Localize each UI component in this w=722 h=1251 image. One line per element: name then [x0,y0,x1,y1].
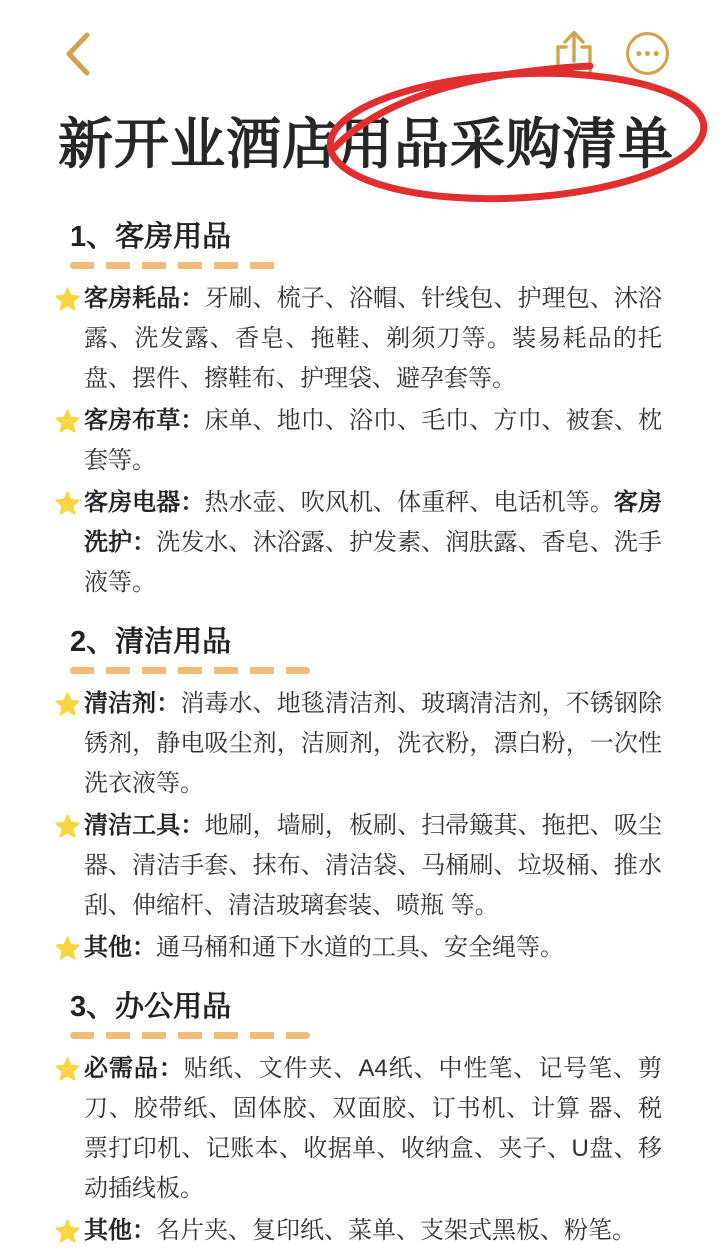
star-bullet-icon [54,1056,84,1088]
item-label: 客房布草： [84,407,205,434]
list-item [0,401,722,481]
item-label: 必需品： [84,1055,184,1082]
list-item [0,1049,722,1209]
back-button[interactable] [62,31,92,80]
section-heading: 3、办公用品 [70,991,232,1023]
item-text: 牙刷、梳子、浴帽、针线包、护理包、沐浴露、洗发露、香皂、拖鞋、剃须刀等。装易耗品的托盘、摆件、擦鞋布、护理袋、避孕套等。 [84,285,663,392]
item-text: 床单、地巾、浴巾、毛巾、方巾、被套、枕套等。 [84,407,663,474]
item-text: 消毒水、地毯清洁剂、玻璃清洁剂，不锈钢除锈剂，静电吸尘剂，洁厕剂，洗衣粉，漂白粉，一次性洗衣液等。 [84,690,663,797]
item-label: 清洁工具： [84,812,205,839]
item-label: 客房耗品： [84,285,205,312]
share-icon [551,29,597,82]
item-text: 地刷，墙刷，板刷、扫帚簸萁、拖把、吸尘器、清洁手套、抹布、清洁袋、马桶刷、垃圾桶、推水刮、伸缩杆、清洁玻璃套装、喷瓶 等。 [84,812,663,919]
section-heading: 2、清洁用品 [70,626,232,658]
section-office [0,988,722,1251]
section-heading: 1、客房用品 [70,221,232,253]
item-text: 洗发水、沐浴露、护发素、润肤露、香皂、洗手液等。 [84,529,663,596]
item-label: 其他： [84,1217,156,1244]
heading-dashed-underline [70,667,310,674]
section-cleaning [0,623,722,968]
list-item [0,806,722,926]
item-text-block [84,401,662,481]
item-text: 热水壶、吹风机、体重秤、电话机等。 [204,489,614,516]
list-item [0,483,722,603]
item-label: 客房电器： [84,489,205,516]
item-text: 贴纸、文件夹、A4纸、中性笔、记号笔、剪刀、胶带纸、固体胶、双面胶、订书机、计算 器、税票打印机、记账本、收据单、收纳盒、夹子、U盘、移动插线板。 [84,1055,663,1202]
item-label: 清洁剂： [84,690,181,717]
more-button[interactable] [625,31,670,79]
item-text-block [84,483,662,603]
list-item [0,928,722,968]
item-text-block [84,928,662,968]
title-block [58,94,722,198]
star-bullet-icon [54,691,84,723]
star-bullet-icon [54,490,84,522]
item-text-block [84,1049,662,1209]
navbar [0,0,722,84]
star-bullet-icon [54,935,84,967]
item-text-block [84,279,662,399]
ellipsis-circle-icon [625,31,670,79]
list-item [0,1211,722,1251]
share-button[interactable] [551,29,597,82]
list-item [0,279,722,399]
star-bullet-icon [54,1218,84,1250]
item-label: 客房洗护： [84,489,663,556]
list-item [0,684,722,804]
item-text: 通马桶和通下水道的工具、安全绳等。 [156,934,564,961]
star-bullet-icon [54,813,84,845]
item-text: 名片夹、复印纸、菜单、支架式黑板、粉笔。 [156,1217,636,1244]
item-text-block [84,684,662,804]
page-title: 新开业酒店用品采购清单 [58,113,675,175]
item-label: 其他： [84,934,156,961]
item-text-block [84,806,662,926]
item-text-block [84,1211,662,1251]
section-guest-room [0,218,722,603]
heading-dashed-underline [70,262,285,269]
star-bullet-icon [54,408,84,440]
star-bullet-icon [54,286,84,318]
heading-dashed-underline [70,1032,310,1039]
chevron-left-icon [62,31,92,80]
